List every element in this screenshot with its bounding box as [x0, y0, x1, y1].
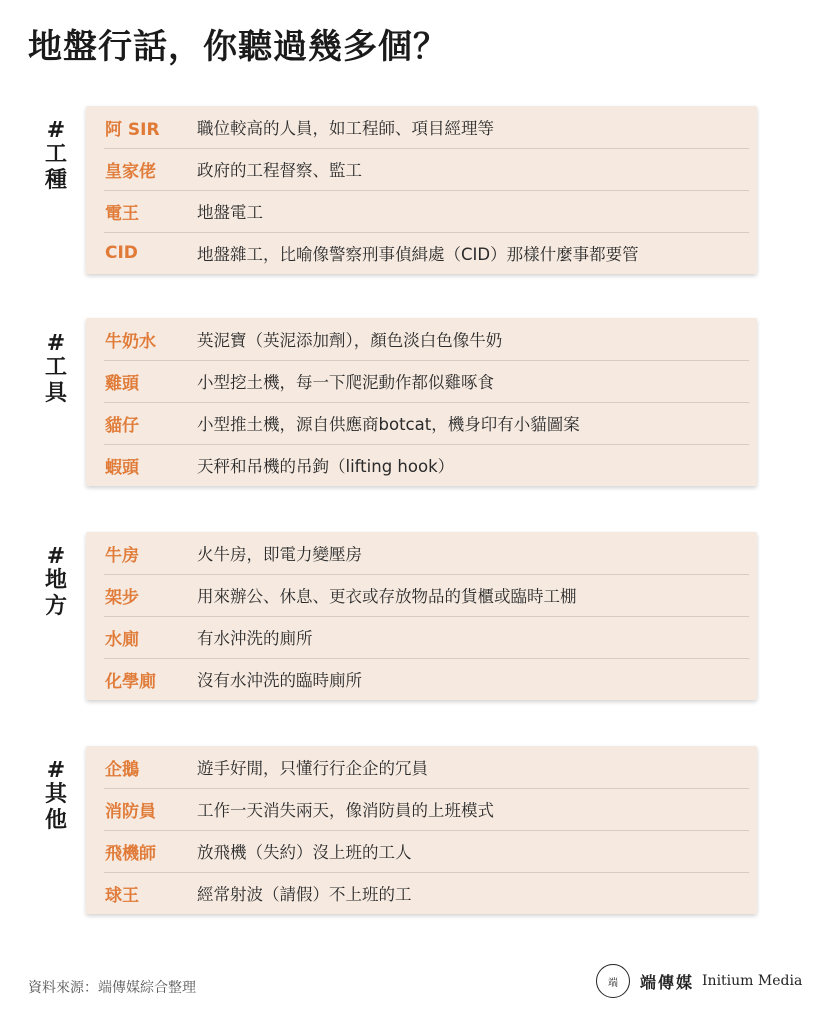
- hash-mark: #: [46, 118, 66, 143]
- term-label: 牛房: [105, 545, 139, 566]
- term-definition: 政府的工程督察、監工: [197, 161, 362, 180]
- section-label: [42, 333, 70, 407]
- term-label: 皇家佬: [105, 161, 156, 182]
- section-label-char: 地: [44, 568, 67, 593]
- term-label: 飛機師: [105, 843, 156, 864]
- list-item: [86, 148, 757, 190]
- term-definition: 地盤電工: [197, 203, 263, 222]
- term-definition: 遊手好閒，只懂行行企企的冗員: [197, 759, 428, 778]
- list-item: [86, 444, 757, 486]
- list-item: [86, 106, 757, 148]
- term-definition: 經常射波（請假）不上班的工: [197, 885, 412, 904]
- term-definition: 地盤雜工，比喻像警察刑事偵緝處（CID）那樣什麼事都要管: [197, 245, 639, 264]
- list-item: [86, 616, 757, 658]
- term-definition: 職位較高的人員，如工程師、項目經理等: [197, 119, 494, 138]
- section-label-char: 工: [44, 355, 67, 380]
- term-label: 電王: [105, 203, 139, 224]
- section-label-char: 方: [44, 594, 67, 619]
- term-definition: 英泥寶（英泥添加劑），顏色淡白色像牛奶: [197, 331, 503, 350]
- term-definition: 沒有水沖洗的臨時廁所: [197, 671, 362, 690]
- term-card: [86, 532, 757, 700]
- list-item: [86, 872, 757, 914]
- list-item: [86, 318, 757, 360]
- section-label: [42, 120, 70, 194]
- term-label: 水廁: [105, 629, 139, 650]
- term-label: 消防員: [105, 801, 156, 822]
- term-definition: 火牛房，即電力變壓房: [197, 545, 362, 564]
- hash-mark: #: [46, 331, 66, 356]
- list-item: [86, 190, 757, 232]
- section-label-char: 工: [44, 142, 67, 167]
- list-item: [86, 830, 757, 872]
- term-label: 貓仔: [105, 415, 139, 436]
- list-item: [86, 360, 757, 402]
- initium-logo-icon: 端: [596, 964, 630, 998]
- hash-mark: #: [46, 758, 66, 783]
- section-label: [42, 760, 70, 834]
- term-card: [86, 746, 757, 914]
- section-label-char: 他: [44, 808, 67, 833]
- term-label: 蝦頭: [105, 457, 139, 478]
- list-item: [86, 788, 757, 830]
- brand-name-en: Initium Media: [702, 973, 803, 989]
- term-label: 球王: [105, 885, 139, 906]
- section-label: [42, 546, 70, 620]
- list-item: [86, 532, 757, 574]
- term-label: CID: [105, 243, 138, 263]
- term-label: 企鵝: [105, 759, 139, 780]
- term-definition: 小型挖土機，每一下爬泥動作都似雞啄食: [197, 373, 494, 392]
- brand-logo: [596, 964, 802, 998]
- term-definition: 用來辦公、休息、更衣或存放物品的貨櫃或臨時工棚: [197, 587, 577, 606]
- list-item: [86, 402, 757, 444]
- term-label: 阿 SIR: [105, 119, 160, 140]
- term-card: [86, 318, 757, 486]
- list-item: [86, 574, 757, 616]
- hash-mark: #: [46, 544, 66, 569]
- term-label: 架步: [105, 587, 139, 608]
- term-definition: 放飛機（失約）沒上班的工人: [197, 843, 412, 862]
- term-card: [86, 106, 757, 274]
- section-label-char: 其: [44, 782, 67, 807]
- list-item: [86, 658, 757, 700]
- list-item: [86, 232, 757, 274]
- term-definition: 天秤和吊機的吊鉤（lifting hook）: [197, 457, 455, 476]
- source-note: 資料來源：端傳媒綜合整理: [28, 980, 196, 996]
- term-label: 雞頭: [105, 373, 139, 394]
- page-title: 地盤行話，你聽過幾多個？: [28, 27, 448, 67]
- term-definition: 工作一天消失兩天，像消防員的上班模式: [197, 801, 494, 820]
- term-definition: 有水沖洗的廁所: [197, 629, 313, 648]
- term-label: 化學廁: [105, 671, 156, 692]
- section-label-char: 具: [44, 381, 67, 406]
- section-label-char: 種: [44, 168, 67, 193]
- term-definition: 小型推土機，源自供應商botcat，機身印有小貓圖案: [197, 415, 580, 434]
- brand-name-cn: 端傳媒: [640, 972, 695, 992]
- term-label: 牛奶水: [105, 331, 156, 352]
- list-item: [86, 746, 757, 788]
